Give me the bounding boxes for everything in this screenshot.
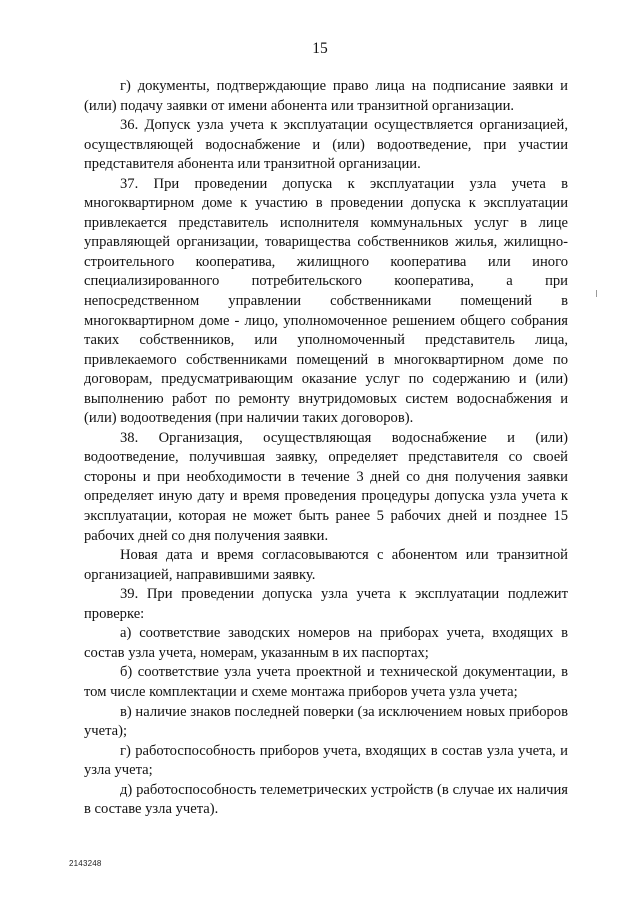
paragraph-39: 39. При проведении допуска узла учета к эксплуатации подлежит проверке: xyxy=(84,586,568,622)
margin-mark xyxy=(596,290,597,297)
paragraph-38: 38. Организация, осуществляющая водоснабжение и (или) водоотведение, получившая заявку, определяет представителя со своей стороны и при необходимости в течение 3 дней со дня получения заявки определяет иную дату и время проведения процедуры допуска узла учета к эксплуатации, которая не может быть ранее 5 рабочих дней и позднее 15 рабочих дней со дня получения заявки. xyxy=(84,429,568,544)
paragraph-37: 37. При проведении допуска к эксплуатации узла учета в многоквартирном доме к участию в проведении допуска к эксплуатации привлекается представитель исполнителя коммунальных услуг в лице управляющей организации, товарищества собственников жилья, жилищно-строительного кооператива, жилищного кооператива или иного специализированного потребительского кооператива, а при непосредственном управлении собственниками помещений в многоквартирном доме - лицо, уполномоченное решением общего собрания таких собственников, или уполномоченный представитель лица, привлекаемого собственниками помещений в многоквартирном доме по договорам, предусматривающим оказание услуг по содержанию и (или) выполнению работ по ремонту внутридомовых систем водоснабжения и (или) водоотведения (при наличии таких договоров). xyxy=(84,175,568,427)
paragraph-new-date: Новая дата и время согласовываются с абонентом или транзитной организацией, направившими заявку. xyxy=(84,547,568,583)
paragraph-39-g: г) работоспособность приборов учета, входящих в состав узла учета, и узла учета; xyxy=(84,742,568,779)
document-body xyxy=(84,77,568,820)
paragraph-36: 36. Допуск узла учета к эксплуатации осуществляется организацией, осуществляющей водоснабжение и (или) водоотведение, при участии представителя абонента или транзитной организации. xyxy=(84,117,568,173)
paragraph-39-a: а) соответствие заводских номеров на приборах учета, входящих в состав узла учета, номерам, указанным в их паспортах; xyxy=(84,625,568,661)
document-code: 2143248 xyxy=(69,859,102,868)
paragraph-39-b: б) соответствие узла учета проектной и технической документации, в том числе комплектации и схеме монтажа приборов учета узла учета; xyxy=(84,664,568,700)
paragraph-item-g-documents: г) документы, подтверждающие право лица на подписание заявки и (или) подачу заявки от имени абонента или транзитной организации. xyxy=(84,78,568,114)
paragraph-39-v: в) наличие знаков последней поверки (за исключением новых приборов учета); xyxy=(84,703,568,740)
paragraph-39-d: д) работоспособность телеметрических устройств (в случае их наличия в составе узла учета). xyxy=(84,781,568,818)
page-number: 15 xyxy=(312,40,328,57)
